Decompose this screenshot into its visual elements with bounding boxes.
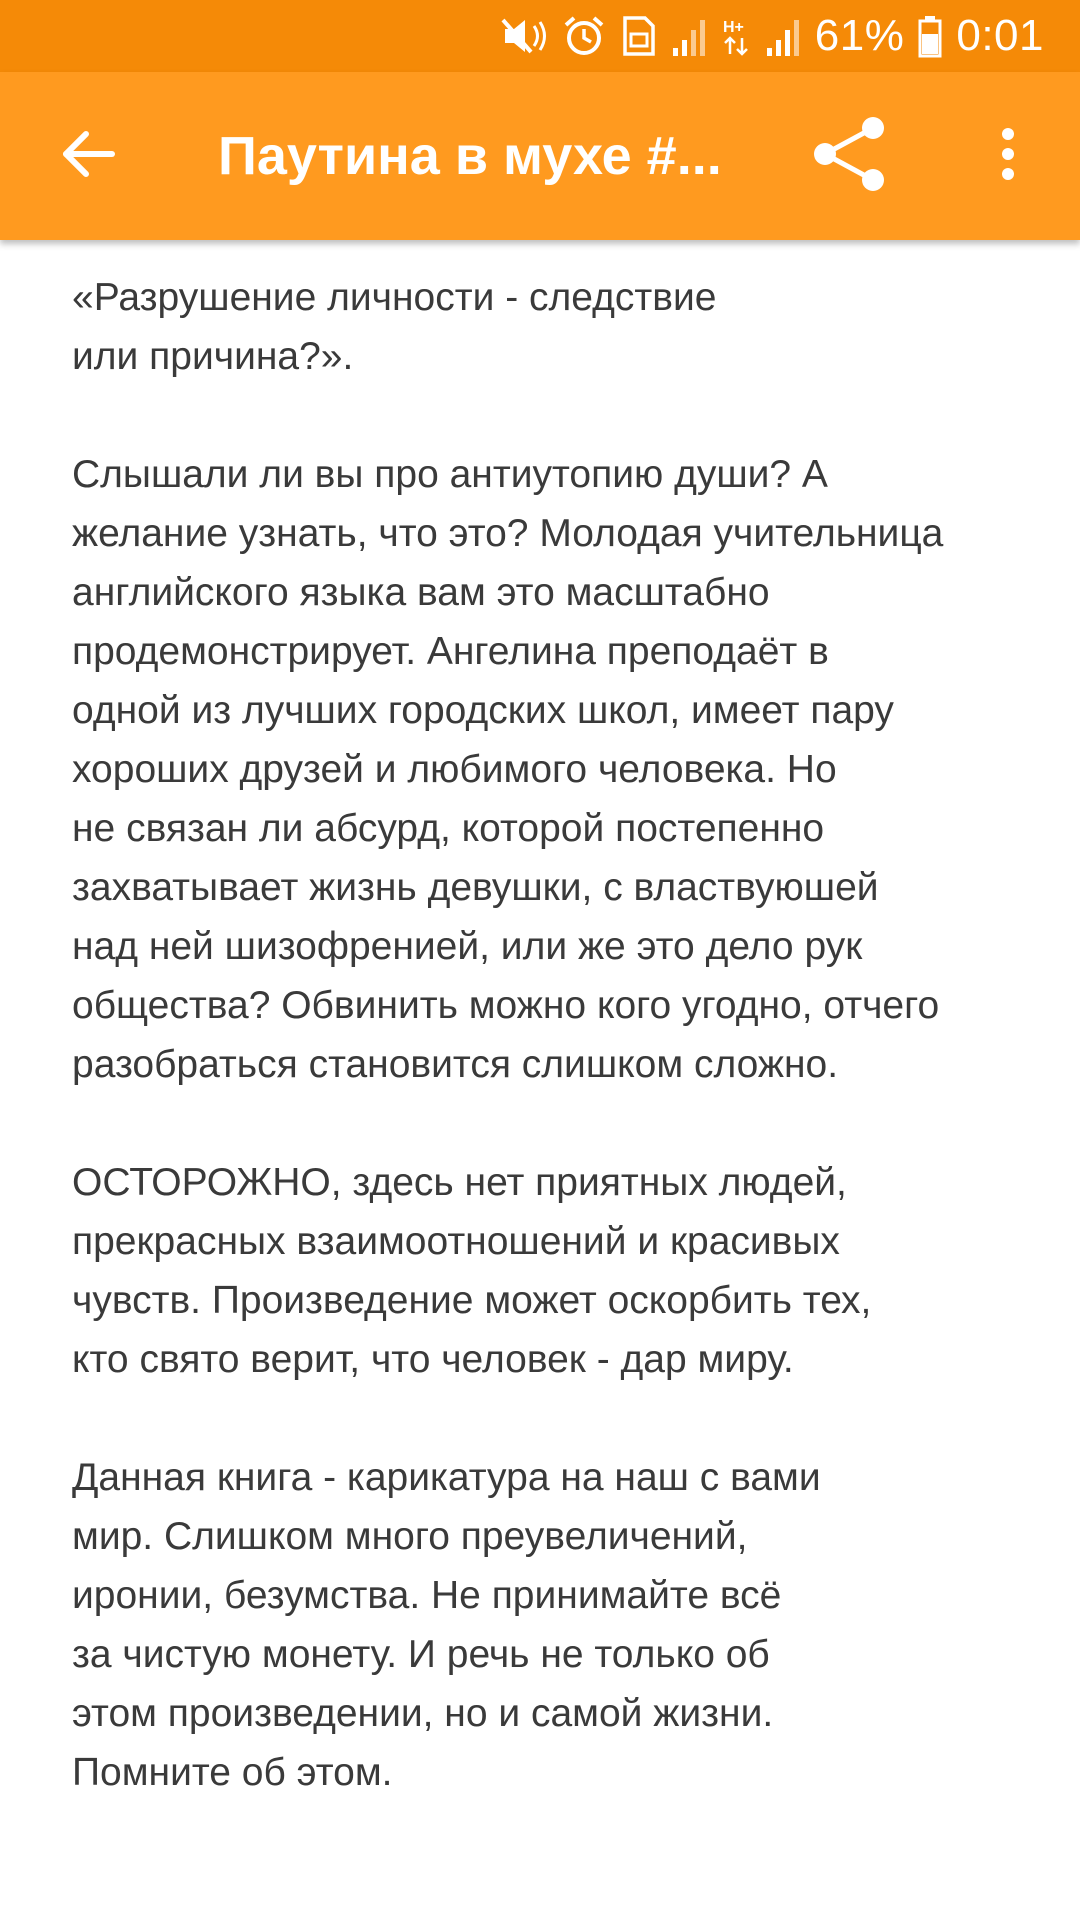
paragraph: ОСТОРОЖНО, здесь нет приятных людей, прекрасных взаимоотношений и красивых чувств. Произведение может оскорбить тех, кто свято верит, что человек - дар миру. [72,1161,872,1381]
status-icons [501,11,1044,61]
description-text [72,268,1022,1802]
paragraph: «Разрушение личности - следствие или причина?». [72,276,717,378]
share-icon [811,114,891,199]
app-bar [0,72,1080,240]
svg-text:H+: H+ [722,19,744,36]
signal-icon [765,14,801,58]
more-vert-icon [998,124,1018,189]
more-button[interactable] [978,113,1038,199]
app-title: Паутина в мухе #... [218,126,722,186]
back-button[interactable] [52,120,124,192]
paragraph: Данная книга - карикатура на наш с вами мир. Слишком много преувеличений, иронии, безумства. Не принимайте всё за чистую монету. И речь не только об этом произведении, но и самой жизни. Помните об этом. [72,1456,821,1794]
battery-icon [918,14,942,58]
battery-percent: 61% [814,11,905,60]
paragraph: Слышали ли вы про антиутопию души? А желание узнать, что это? Молодая учительница английского языка вам это масштабно продемонстрирует. Ангелина преподаёт в одной из лучших городских школ, имеет пару хороших друзей и любимого человека. Но не связан ли абсурд, которой постепенно захватывает жизнь девушки, с властвуюшей над ней шизофренией, или же это дело рук общества? Обвинить можно кого угодно, отчего разобраться становится слишком сложно. [72,453,944,1086]
h-plus-icon [721,14,751,58]
mute-icon [501,14,549,58]
alarm-icon [563,14,605,58]
signal-icon [671,14,707,58]
status-time: 0:01 [956,11,1044,60]
arrow-left-icon [60,129,116,184]
sim-icon [619,14,657,58]
share-button[interactable] [808,113,894,199]
status-bar [0,0,1080,72]
